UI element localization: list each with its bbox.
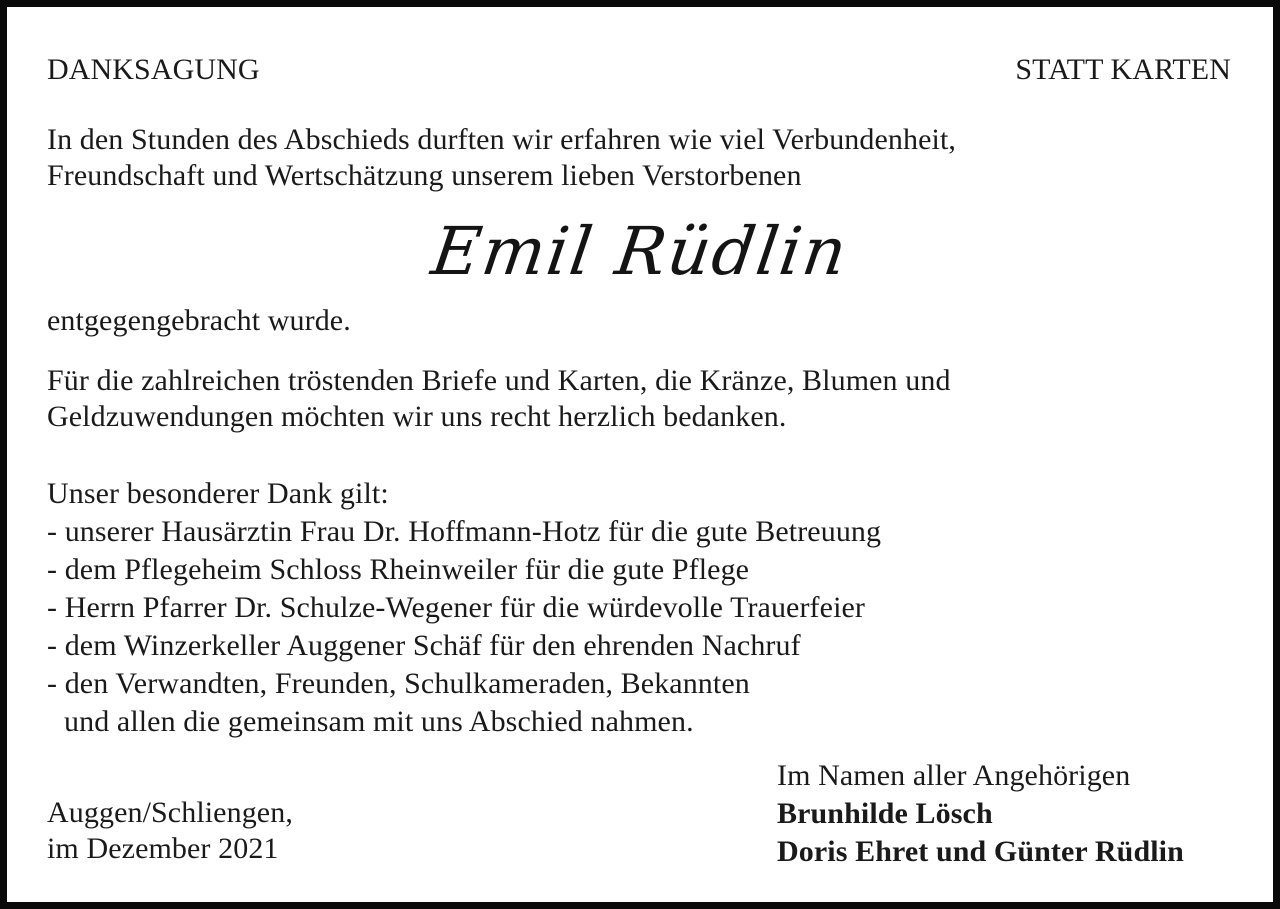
signature-name: Doris Ehret und Günter Rüdlin — [777, 835, 1184, 868]
list-item: - Herrn Pfarrer Dr. Schulze-Wegener für die würdevolle Trauerfeier — [47, 591, 866, 624]
intro-paragraph — [47, 122, 956, 194]
header-note: STATT KARTEN — [1015, 53, 1231, 86]
signature-block — [777, 757, 1184, 871]
thanks-paragraph — [47, 363, 951, 435]
list-item: - den Verwandten, Freunden, Schulkameraden, Bekannten — [47, 667, 750, 700]
list-item: - dem Pflegeheim Schloss Rheinweiler für die gute Pflege — [47, 553, 750, 586]
thanks-line: Für die zahlreichen tröstenden Briefe und Karten, die Kränze, Blumen und — [47, 364, 951, 397]
header-title: DANKSAGUNG — [47, 53, 260, 86]
signature-name: Brunhilde Lösch — [777, 797, 993, 830]
date: im Dezember 2021 — [47, 832, 279, 865]
intro-line: In den Stunden des Abschieds durften wir erfahren wie viel Verbundenheit, — [47, 123, 956, 156]
place-date — [47, 795, 293, 867]
place: Auggen/Schliengen, — [47, 796, 293, 829]
list-item: - dem Winzerkeller Auggener Schäf für den ehrenden Nachruf — [47, 629, 801, 662]
special-thanks — [47, 475, 881, 741]
list-item: - unserer Hausärztin Frau Dr. Hoffmann-Hotz für die gute Betreuung — [47, 515, 882, 548]
special-thanks-heading: Unser besonderer Dank gilt: — [47, 477, 389, 510]
intro-line: Freundschaft und Wertschätzung unserem lieben Verstorbenen — [47, 159, 802, 192]
signature-intro: Im Namen aller Angehörigen — [777, 759, 1131, 792]
thanks-line: Geldzuwendungen möchten wir uns recht herzlich bedanken. — [47, 400, 787, 433]
deceased-name: Emil Rüdlin — [427, 213, 854, 290]
list-item-continuation: und allen die gemeinsam mit uns Abschied nahmen. — [64, 705, 694, 738]
intro-conclusion: entgegengebracht wurde. — [47, 304, 351, 337]
